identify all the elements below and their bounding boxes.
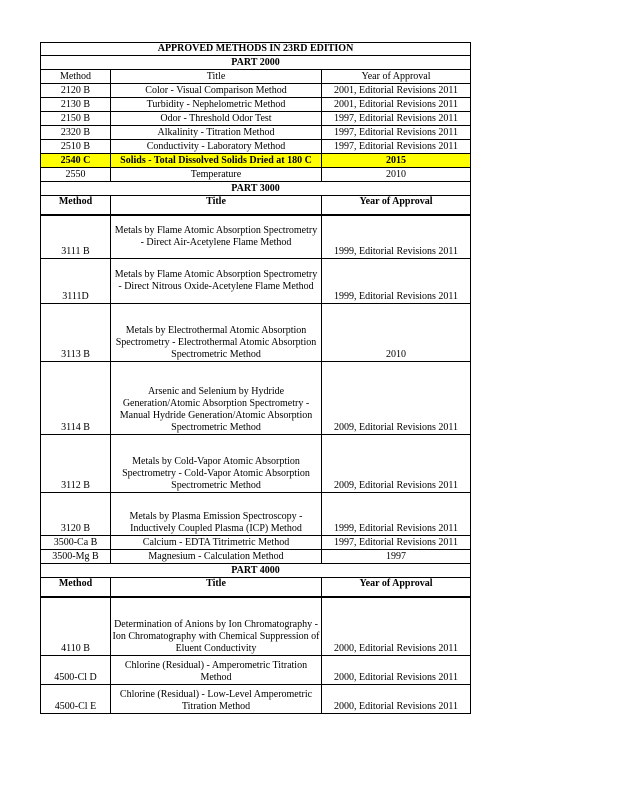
table-row: [41, 685, 471, 714]
title-cell: Arsenic and Selenium by Hydride Generation/Atomic Absorption Spectrometry - Manual Hydride Generation/Atomic Absorption Spectrometric Method: [111, 362, 322, 435]
highlighted-table-row: [41, 154, 471, 168]
year-cell: 2010: [322, 304, 471, 362]
year-cell: 1997: [322, 550, 471, 564]
year-cell: 2001, Editorial Revisions 2011: [322, 98, 471, 112]
method-cell: 2150 B: [41, 112, 111, 126]
column-header-year: Year of Approval: [322, 70, 471, 84]
year-cell: 1997, Editorial Revisions 2011: [322, 112, 471, 126]
title-cell: Calcium - EDTA Titrimetric Method: [111, 536, 322, 550]
year-cell: 2001, Editorial Revisions 2011: [322, 84, 471, 98]
table-row: [41, 493, 471, 536]
table-row: [41, 435, 471, 493]
column-header-method: Method: [41, 578, 111, 598]
table-row: [41, 597, 471, 656]
method-cell: 2540 C: [41, 154, 111, 168]
title-cell: Chlorine (Residual) - Amperometric Titration Method: [111, 656, 322, 685]
part-2000-heading-row: [41, 56, 471, 70]
title-cell: Temperature: [111, 168, 322, 182]
method-cell: 3113 B: [41, 304, 111, 362]
year-cell: 1999, Editorial Revisions 2011: [322, 493, 471, 536]
title-row: [41, 43, 471, 56]
table-row: [41, 112, 471, 126]
part-3000-heading-row: [41, 182, 471, 196]
title-cell: Alkalinity - Titration Method: [111, 126, 322, 140]
part-2000-column-header-row: [41, 70, 471, 84]
column-header-year: Year of Approval: [322, 196, 471, 216]
column-header-title: Title: [111, 196, 322, 216]
method-cell: 3114 B: [41, 362, 111, 435]
method-cell: 4500-Cl D: [41, 656, 111, 685]
title-cell: Odor - Threshold Odor Test: [111, 112, 322, 126]
table-row: [41, 362, 471, 435]
table-row: [41, 536, 471, 550]
title-cell: Determination of Anions by Ion Chromatography - Ion Chromatography with Chemical Suppression of Eluent Conductivity: [111, 597, 322, 656]
method-cell: 3111D: [41, 259, 111, 304]
year-cell: 1997, Editorial Revisions 2011: [322, 140, 471, 154]
method-cell: 3500-Ca B: [41, 536, 111, 550]
column-header-method: Method: [41, 196, 111, 216]
method-cell: 3500-Mg B: [41, 550, 111, 564]
table-row: [41, 140, 471, 154]
part-3000-heading: PART 3000: [41, 182, 471, 196]
approved-methods-table: [40, 42, 471, 714]
year-cell: 2015: [322, 154, 471, 168]
year-cell: 2009, Editorial Revisions 2011: [322, 362, 471, 435]
year-cell: 2000, Editorial Revisions 2011: [322, 656, 471, 685]
part-3000-column-header-row: [41, 196, 471, 216]
page-title: APPROVED METHODS IN 23RD EDITION: [41, 43, 471, 56]
title-cell: Metals by Cold-Vapor Atomic Absorption Spectrometry - Cold-Vapor Atomic Absorption Spectrometric Method: [111, 435, 322, 493]
method-cell: 3120 B: [41, 493, 111, 536]
method-cell: 4500-Cl E: [41, 685, 111, 714]
table-row: [41, 304, 471, 362]
table-row: [41, 168, 471, 182]
year-cell: 1999, Editorial Revisions 2011: [322, 215, 471, 259]
table-row: [41, 98, 471, 112]
year-cell: 1999, Editorial Revisions 2011: [322, 259, 471, 304]
year-cell: 2000, Editorial Revisions 2011: [322, 597, 471, 656]
year-cell: 1997, Editorial Revisions 2011: [322, 126, 471, 140]
title-cell: Solids - Total Dissolved Solids Dried at 180 C: [111, 154, 322, 168]
method-cell: 3111 B: [41, 215, 111, 259]
table-row: [41, 126, 471, 140]
method-cell: 2510 B: [41, 140, 111, 154]
part-4000-heading-row: [41, 564, 471, 578]
table-row: [41, 656, 471, 685]
part-4000-heading: PART 4000: [41, 564, 471, 578]
year-cell: 2009, Editorial Revisions 2011: [322, 435, 471, 493]
column-header-title: Title: [111, 70, 322, 84]
title-cell: Turbidity - Nephelometric Method: [111, 98, 322, 112]
method-cell: 2130 B: [41, 98, 111, 112]
column-header-title: Title: [111, 578, 322, 598]
part-4000-column-header-row: [41, 578, 471, 598]
method-cell: 3112 B: [41, 435, 111, 493]
year-cell: 1997, Editorial Revisions 2011: [322, 536, 471, 550]
table-row: [41, 215, 471, 259]
table-row: [41, 84, 471, 98]
title-cell: Metals by Flame Atomic Absorption Spectrometry - Direct Air-Acetylene Flame Method: [111, 215, 322, 259]
title-cell: Metals by Plasma Emission Spectroscopy - Inductively Coupled Plasma (ICP) Method: [111, 493, 322, 536]
title-cell: Metals by Electrothermal Atomic Absorption Spectrometry - Electrothermal Atomic Absorption Spectrometric Method: [111, 304, 322, 362]
year-cell: 2010: [322, 168, 471, 182]
table-row: [41, 550, 471, 564]
method-cell: 2120 B: [41, 84, 111, 98]
column-header-year: Year of Approval: [322, 578, 471, 598]
method-cell: 2550: [41, 168, 111, 182]
year-cell: 2000, Editorial Revisions 2011: [322, 685, 471, 714]
method-cell: 4110 B: [41, 597, 111, 656]
title-cell: Metals by Flame Atomic Absorption Spectrometry - Direct Nitrous Oxide-Acetylene Flame Method: [111, 259, 322, 304]
method-cell: 2320 B: [41, 126, 111, 140]
table-row: [41, 259, 471, 304]
title-cell: Magnesium - Calculation Method: [111, 550, 322, 564]
part-2000-heading: PART 2000: [41, 56, 471, 70]
title-cell: Chlorine (Residual) - Low-Level Amperometric Titration Method: [111, 685, 322, 714]
title-cell: Conductivity - Laboratory Method: [111, 140, 322, 154]
column-header-method: Method: [41, 70, 111, 84]
title-cell: Color - Visual Comparison Method: [111, 84, 322, 98]
